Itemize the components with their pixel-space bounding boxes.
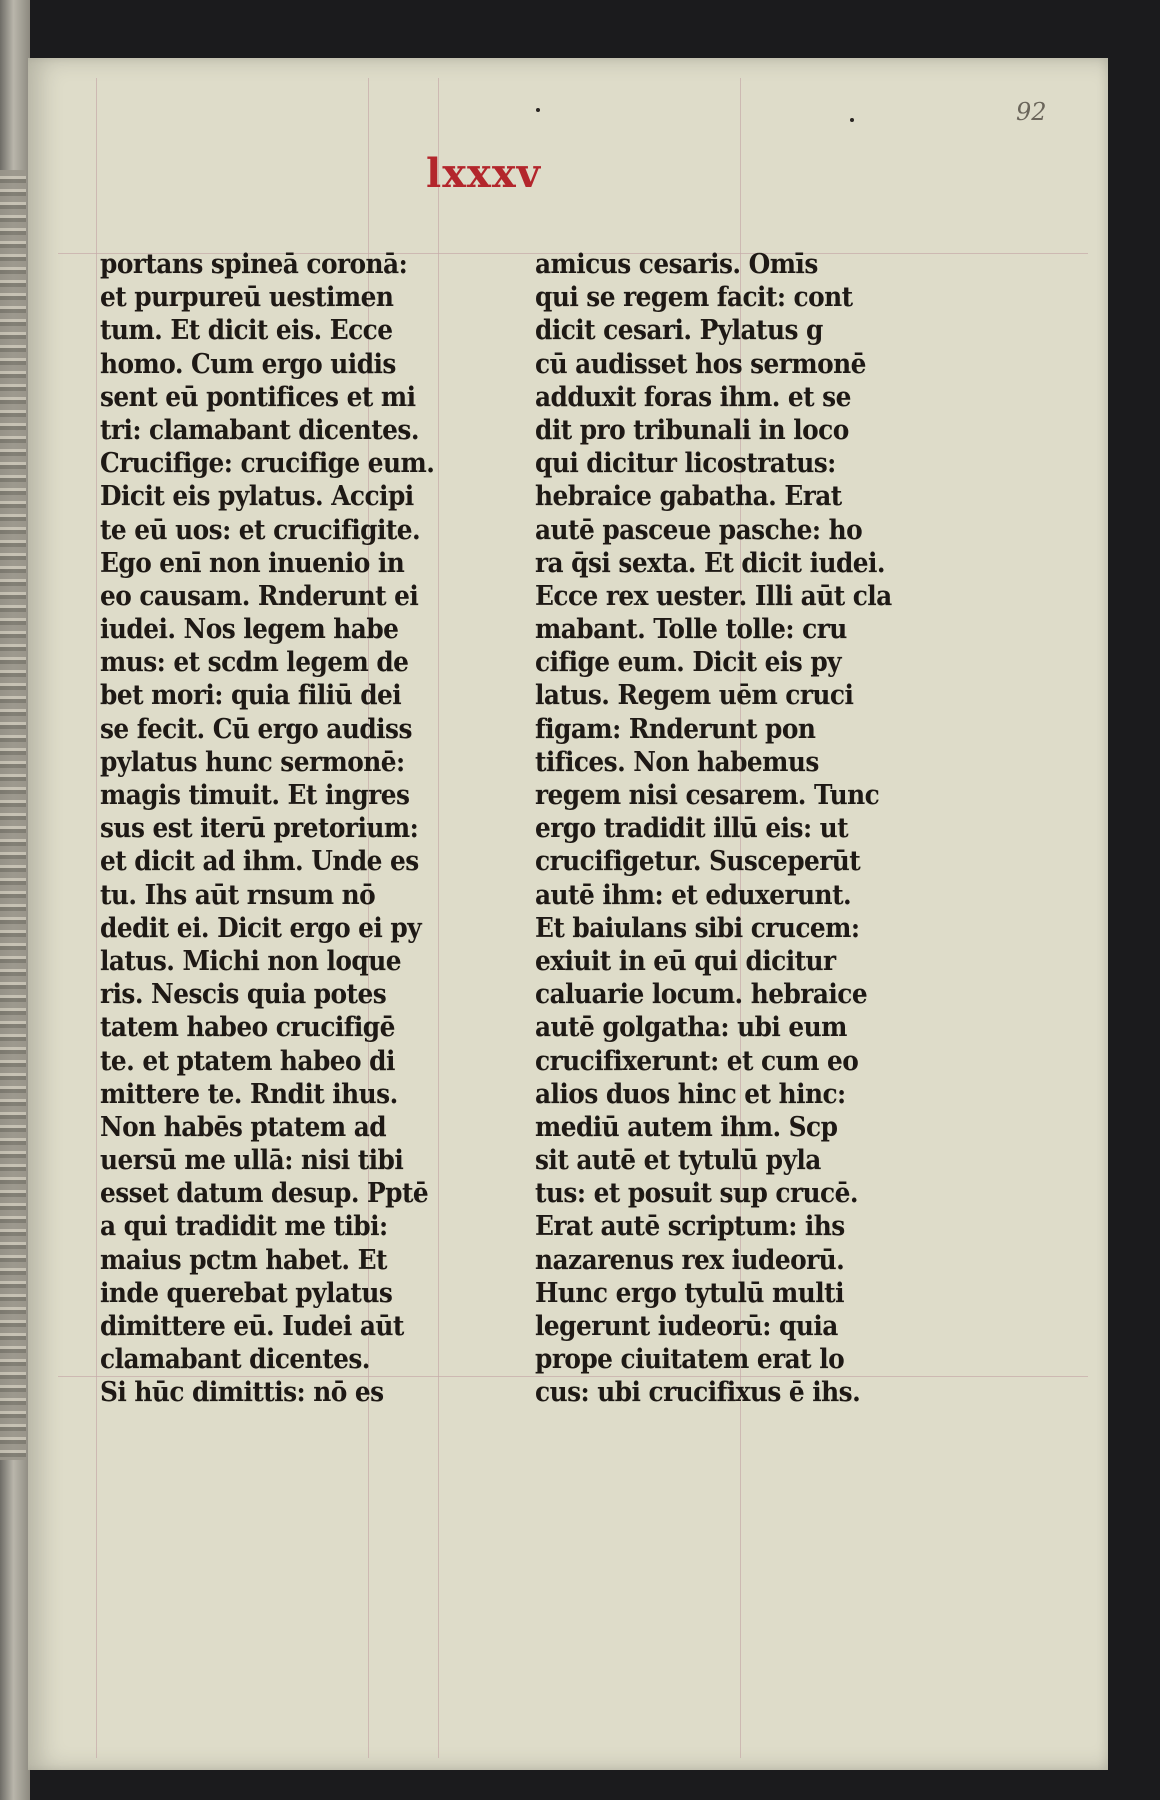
text-line: exiuit in eū qui dicitur <box>535 945 836 977</box>
text-line: tum. Et dicit eis. Ecce <box>100 315 393 347</box>
text-line: Non habēs ptatem ad <box>100 1111 387 1143</box>
text-line: tus: et posuit sup crucē. <box>535 1178 858 1210</box>
text-line: dit pro tribunali in loco <box>535 414 849 446</box>
text-line: bet mori: quia filiū dei <box>100 680 402 712</box>
text-line: crucifigetur. Susceperūt <box>535 846 861 878</box>
text-line: Hunc ergo tytulū multi <box>535 1277 844 1309</box>
text-line: dedit ei. Dicit ergo ei py <box>100 912 422 944</box>
text-line: pylatus hunc sermonē: <box>100 746 405 778</box>
text-line: adduxit foras ihm. et se <box>535 381 851 413</box>
text-line: uersū me ullā: nisi tibi <box>100 1145 404 1177</box>
text-line: dimittere eū. Iudei aūt <box>100 1311 404 1342</box>
text-line: figam: Rnderunt pon <box>535 713 816 745</box>
text-line: Crucifige: crucifige eum. <box>100 448 435 480</box>
text-line: eo causam. Rnderunt ei <box>100 580 419 612</box>
text-column-left <box>100 248 450 1410</box>
text-line: clamabant dicentes. <box>100 1344 370 1376</box>
running-head: lxxxv <box>426 150 541 197</box>
text-line: mabant. Tolle tolle: cru <box>535 614 847 646</box>
text-line: qui se regem facit: cont <box>535 282 853 314</box>
text-line: te eū uos: et crucifigite. <box>100 514 421 546</box>
text-line: autē ihm: et eduxerunt. <box>535 879 852 911</box>
text-line: amicus cesaris. Omīs <box>535 249 818 280</box>
text-line: et dicit ad ihm. Unde es <box>100 846 419 878</box>
text-line: autē golgatha: ubi eum <box>535 1012 847 1044</box>
text-line: portans spineā coronā: <box>100 249 408 280</box>
text-line: legerunt iudeorū: quia <box>535 1311 838 1342</box>
text-line: sus est iterū pretorium: <box>100 813 419 845</box>
text-line: et purpureū uestimen <box>100 282 394 314</box>
text-line: a qui tradidit me tibi: <box>100 1211 388 1243</box>
text-line: latus. Michi non loque <box>100 945 401 977</box>
text-line: tu. Ihs aūt rnsum nō <box>100 879 376 911</box>
text-line: se fecit. Cū ergo audiss <box>100 713 412 745</box>
text-line: inde querebat pylatus <box>100 1277 393 1309</box>
text-line: mus: et scdm legem de <box>100 647 409 679</box>
text-line: iudei. Nos legem habe <box>100 614 399 646</box>
text-line: Erat autē scriptum: ihs <box>535 1211 845 1243</box>
text-line: tifices. Non habemus <box>535 746 819 778</box>
text-line: Si hūc dimittis: nō es <box>100 1377 384 1409</box>
text-line: Et baiulans sibi crucem: <box>535 912 860 944</box>
text-line: mediū autem ihm. Scp <box>535 1111 838 1143</box>
pricking-mark <box>536 108 540 112</box>
text-line: regem nisi cesarem. Tunc <box>535 780 880 811</box>
text-line: tatem habeo crucifigē <box>100 1012 395 1044</box>
folio-number: 92 <box>1016 98 1047 126</box>
text-line: Dicit eis pylatus. Accipi <box>100 481 414 513</box>
ruling-line <box>96 78 97 1758</box>
text-line: nazarenus rex iudeorū. <box>535 1244 845 1276</box>
facing-page-edge <box>0 170 26 1460</box>
text-line: ris. Nescis quia potes <box>100 979 387 1011</box>
text-line: prope ciuitatem erat lo <box>535 1344 845 1376</box>
pricking-mark <box>850 118 854 122</box>
text-line: hebraice gabatha. Erat <box>535 481 842 513</box>
text-line: esset datum desup. Pptē <box>100 1178 429 1210</box>
text-line: cū audisset hos sermonē <box>535 348 866 380</box>
text-line: crucifixerunt: et cum eo <box>535 1045 859 1077</box>
text-column-right <box>535 248 892 1410</box>
text-line: mittere te. Rndit ihus. <box>100 1078 398 1110</box>
text-line: autē pasceue pasche: ho <box>535 514 863 546</box>
text-line: tri: clamabant dicentes. <box>100 414 419 446</box>
text-line: magis timuit. Et ingres <box>100 780 410 811</box>
text-line: qui dicitur licostratus: <box>535 448 836 480</box>
text-line: latus. Regem uēm cruci <box>535 680 854 712</box>
text-line: homo. Cum ergo uidis <box>100 348 396 380</box>
text-line: sit autē et tytulū pyla <box>535 1145 821 1177</box>
text-line: cus: ubi crucifixus ē ihs. <box>535 1377 861 1409</box>
text-line: sent eū pontifices et mi <box>100 381 416 413</box>
text-line: te. et ptatem habeo di <box>100 1045 395 1077</box>
text-line: dicit cesari. Pylatus g <box>535 315 823 347</box>
text-line: alios duos hinc et hinc: <box>535 1078 846 1110</box>
text-line: ra q̄si sexta. Et dicit iudei. <box>535 547 886 579</box>
text-line: Ecce rex uester. Illi aūt cla <box>535 580 892 612</box>
text-line: caluarie locum. hebraice <box>535 979 868 1011</box>
text-line: Ego enī non inuenio in <box>100 547 405 579</box>
text-line: cifige eum. Dicit eis py <box>535 647 842 679</box>
text-line: ergo tradidit illū eis: ut <box>535 813 849 845</box>
text-line: maius pctm habet. Et <box>100 1244 387 1276</box>
